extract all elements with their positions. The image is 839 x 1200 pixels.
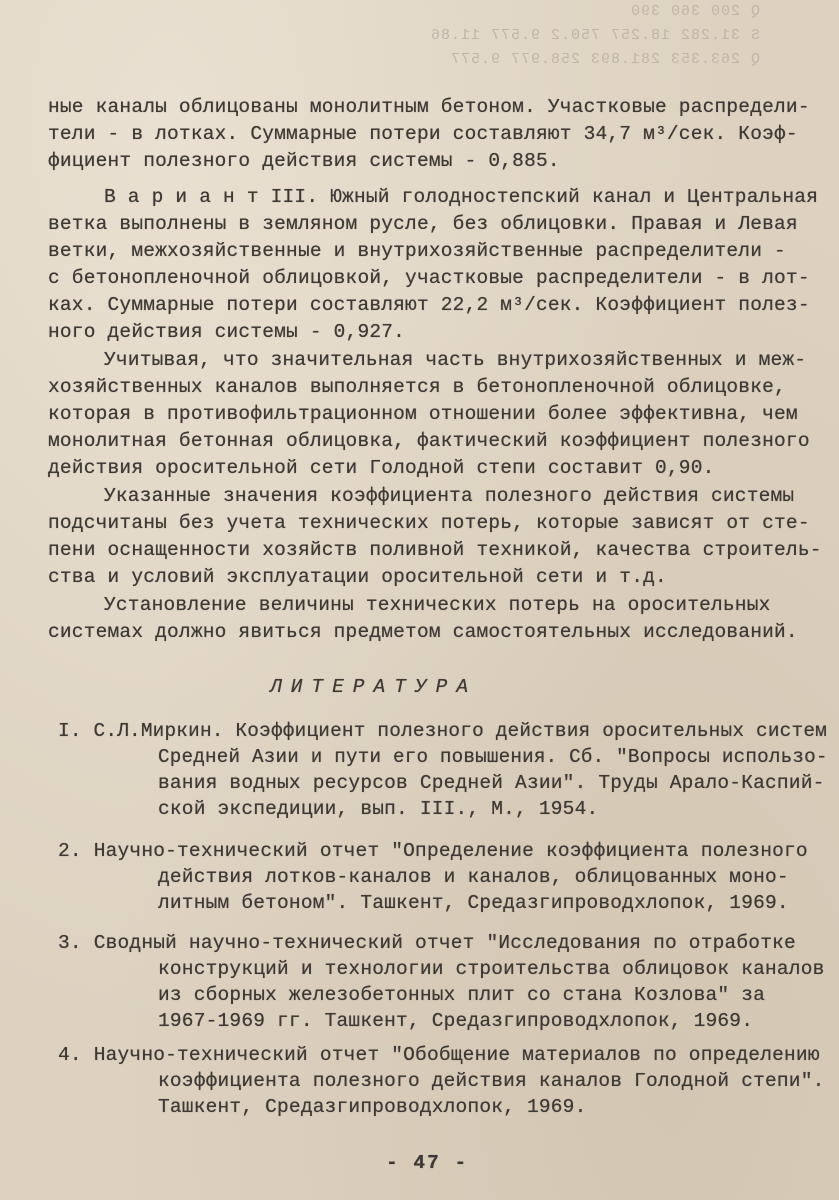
body-line: ветка выполнены в земляном русле, без облицовки. Правая и Левая <box>48 213 798 235</box>
body-line: системах должно явиться предметом самостоятельных исследований. <box>48 621 798 643</box>
body-line: с бетонопленочной облицовкой, участковые распределители - в лот- <box>48 267 810 289</box>
bleed-line: S 31.282 18.257 750.2 9.577 11.86 <box>429 27 760 44</box>
body-line: ства и условий эксплуатации оросительной сети и т.д. <box>48 566 667 588</box>
reference-line: вания водных ресурсов Средней Азии". Труды Арало-Каспий- <box>158 772 825 794</box>
reference-line: литным бетоном". Ташкент, Средазгипроводхлопок, 1969. <box>158 892 789 914</box>
reference-line: 3. Сводный научно-технический отчет "Исследования по отработке <box>58 932 796 954</box>
body-line: хозяйственных каналов выполняется в бетонопленочной облицовке, <box>48 376 786 398</box>
bleed-line: Q 263.353 281.893 258.977 9.577 <box>449 51 760 68</box>
reference-line: 4. Научно-технический отчет "Обобщение материалов по определению <box>58 1044 820 1066</box>
reference-line: ской экспедиции, вып. III., М., 1954. <box>158 798 599 820</box>
reference-line: 2. Научно-технический отчет "Определение коэффициента полезного <box>58 840 808 862</box>
body-line: В а р и а н т III. Южный голодностепский канал и Центральная <box>104 186 819 208</box>
body-line: тели - в лотках. Суммарные потери составляют 34,7 м³/сек. Коэф- <box>48 123 798 145</box>
reference-line: Ташкент, Средазгипроводхлопок, 1969. <box>158 1096 587 1118</box>
bleed-line: Q 200 360 390 <box>629 3 760 20</box>
reference-line: конструкций и технологии строительства облицовок каналов <box>158 958 825 980</box>
body-line: которая в противофильтрационном отношении более эффективна, чем <box>48 403 798 425</box>
body-line: Установление величины технических потерь на оросительных <box>104 594 771 616</box>
body-line: пени оснащенности хозяйств поливной техникой, качества строитель- <box>48 539 822 561</box>
body-line: ного действия системы - 0,927. <box>48 321 406 343</box>
body-line: фициент полезного действия системы - 0,885. <box>48 150 560 172</box>
reference-line: коэффициента полезного действия каналов Голодной степи". <box>158 1070 825 1092</box>
reference-line: из сборных железобетонных плит со стана Козлова" за <box>158 984 765 1006</box>
literature-heading: ЛИТЕРАТУРА <box>270 676 478 698</box>
body-line: действия оросительной сети Голодной степи составит 0,90. <box>48 457 715 479</box>
body-line: Учитывая, что значительная часть внутрихозяйственных и меж- <box>104 349 807 371</box>
page-number: - 47 - <box>386 1152 469 1174</box>
reference-line: I. С.Л.Миркин. Коэффициент полезного действия оросительных систем <box>58 720 827 742</box>
body-line: ках. Суммарные потери составляют 22,2 м³/сек. Коэффициент полез- <box>48 294 810 316</box>
body-line: ные каналы облицованы монолитным бетоном. Участковые распредели- <box>48 96 810 118</box>
bleed-through-text <box>40 0 760 80</box>
body-line: монолитная бетонная облицовка, фактический коэффициент полезного <box>48 430 810 452</box>
body-line: подсчитаны без учета технических потерь, которые зависят от сте- <box>48 512 810 534</box>
body-line: Указанные значения коэффициента полезного действия системы <box>104 485 795 507</box>
reference-line: 1967-1969 гг. Ташкент, Средазгипроводхлопок, 1969. <box>158 1010 754 1032</box>
reference-line: Средней Азии и пути его повышения. Сб. "Вопросы использо- <box>158 746 828 768</box>
body-line: ветки, межхозяйственные и внутрихозяйственные распределители - <box>48 240 786 262</box>
reference-line: действия лотков-каналов и каналов, облицованных моно- <box>158 866 789 888</box>
